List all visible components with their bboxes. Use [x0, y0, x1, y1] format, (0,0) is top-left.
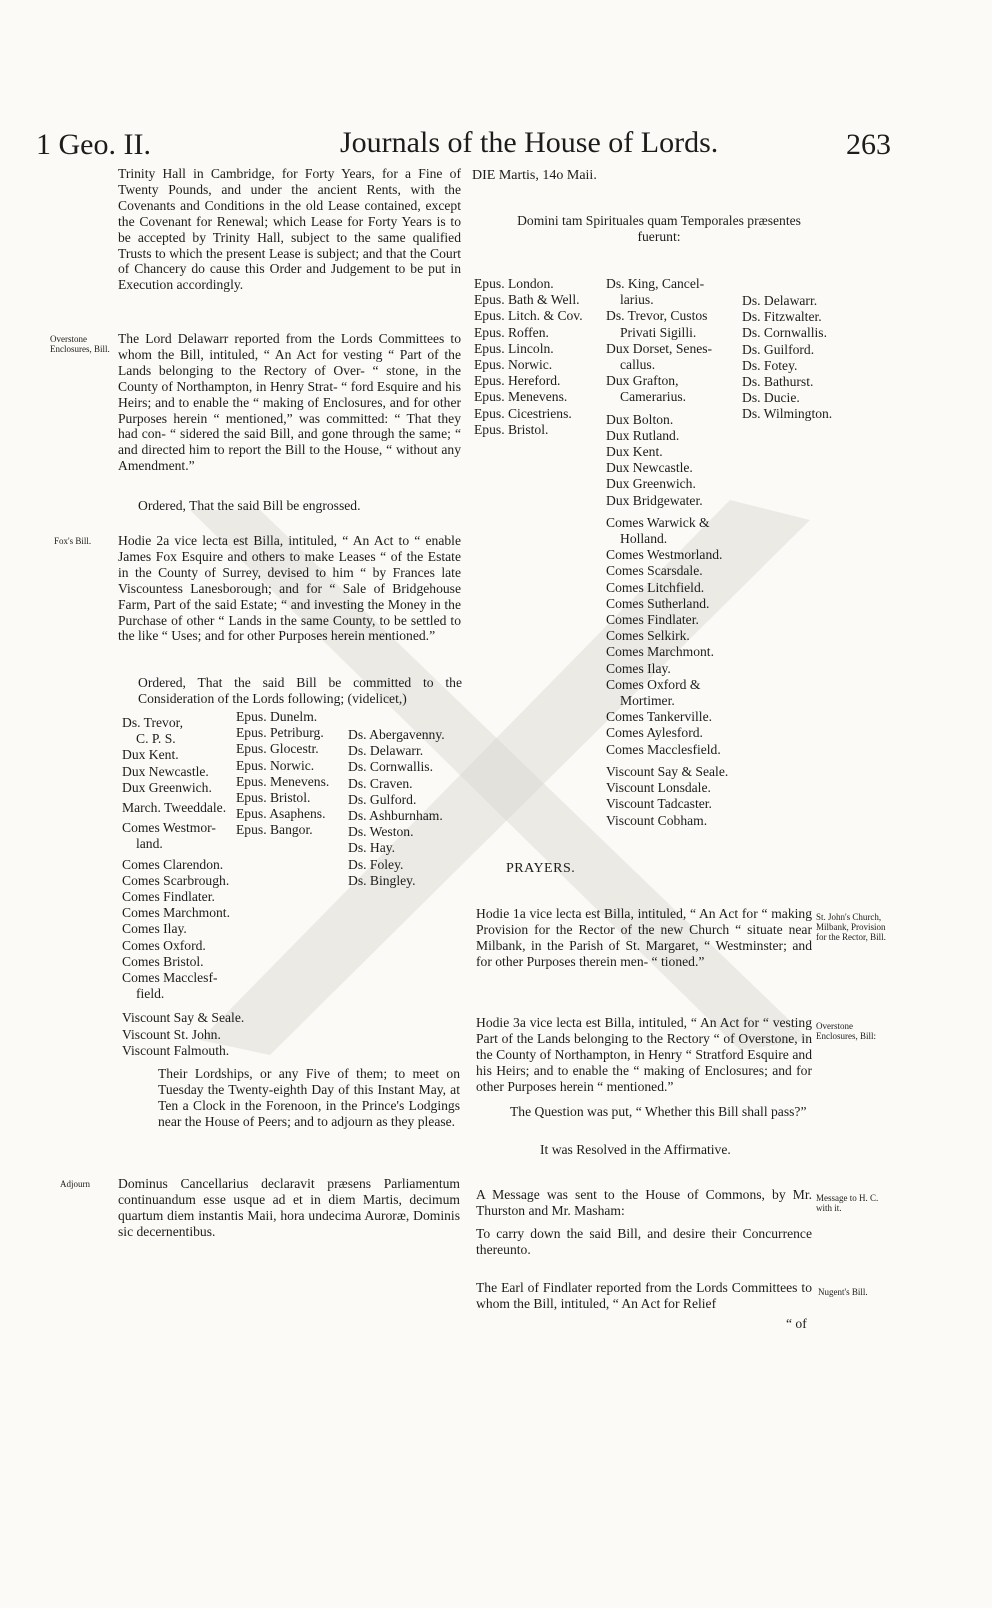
- ordered-committed: Ordered, That the said Bill be committed to the Consideration of the Lords following; (videlicet,): [138, 675, 462, 706]
- catchword: “ of: [786, 1316, 807, 1331]
- margin-stjohn: St. John's Church, Milbank, Provision for the Rector, Bill.: [816, 912, 886, 942]
- present-col2: Ds. King, Cancel- larius. Ds. Trevor, Custos Privati Sigilli. Dux Dorset, Senes- callus. Dux Grafton, Camerarius. Dux Bolton. Dux Rutland. Dux Kent. Dux Newcastle. Dux Greenwich. Dux Bridgewater. Comes Warwick & Holland. Comes Westmorland. Comes Scarsdale. Comes Litchfield. Comes Sutherland. Comes Findlater. Comes Selkirk. Comes Marchmont. Comes Ilay. Comes Oxford & Mortimer. Comes Tankerville. Comes Aylesford. Comes Macclesfield. Viscount Say & Seale. Viscount Lonsdale. Viscount Tadcaster. Viscount Cobham.: [606, 276, 729, 828]
- margin-overstone-right: Overstone Enclosures, Bill:: [816, 1021, 876, 1041]
- margin-overstone: Overstone Enclosures, Bill.: [50, 334, 110, 354]
- nugent-report: The Earl of Findlater reported from the Lords Committees to whom the Bill, intituled, “ An Act for Relief: [476, 1280, 812, 1311]
- regnal-year: 1 Geo. II.: [36, 128, 151, 161]
- carry-down: To carry down the said Bill, and desire their Concurrence thereunto.: [476, 1226, 812, 1257]
- ordered-engrossed: Ordered, That the said Bill be engrossed.: [138, 498, 361, 513]
- overstone-third-reading: Hodie 3a vice lecta est Billa, intituled, “ An Act for “ vesting Part of the Lands belonging to the Rectory “ of Overstone, in the County of Northampton, in Henry “ Stratford Esquire and his Heirs; and to enable the “ making of Enclosures; and for other Purposes herein “ mentioned.”: [476, 1015, 812, 1094]
- question-put: The Question was put, “ Whether this Bill shall pass?”: [510, 1104, 807, 1119]
- margin-adjourn: Adjourn: [60, 1179, 90, 1189]
- present-col3: Ds. Delawarr. Ds. Fitzwalter. Ds. Cornwallis. Ds. Guilford. Ds. Fotey. Ds. Bathurst. Ds. Ducie. Ds. Wilmington.: [742, 293, 833, 422]
- resolved: It was Resolved in the Affirmative.: [540, 1142, 731, 1157]
- present-col1: Epus. London. Epus. Bath & Well. Epus. Litch. & Cov. Epus. Roffen. Epus. Lincoln. Epus. Norwic. Epus. Hereford. Epus. Menevens. Epus. Cicestriens. Epus. Bristol.: [474, 276, 583, 437]
- page-title: Journals of the House of Lords.: [340, 126, 719, 159]
- page-number: 263: [846, 128, 891, 161]
- margin-message: Message to H. C. with it.: [816, 1193, 879, 1213]
- stjohn-reading: Hodie 1a vice lecta est Billa, intituled, “ An Act for “ making Provision for the Rector of the new Church “ situate near Milbank, in the Parish of St. Margaret, “ Westminster; and for other Purposes therein men- “ tioned.”: [476, 906, 812, 969]
- committee-col2: Epus. Dunelm. Epus. Petriburg. Epus. Glocestr. Epus. Norwic. Epus. Menevens. Epus. Bristol. Epus. Asaphens. Epus. Bangor.: [236, 709, 330, 838]
- continuation-paragraph: Trinity Hall in Cambridge, for Forty Years, for a Fine of Twenty Pounds, and under the ancient Rents, with the Covenants and Conditions in the old Lease contained, except the Covenant for Renewal; which Lease for Forty Years is to be accepted by Trinity Hall, subject to the same qualified Trusts to which the present Lease is subject; and that the Court of Chancery do cause this Order and Judgement to be put in Execution accordingly.: [118, 166, 461, 293]
- lords-present-heading: Domini tam Spirituales quam Temporales præsentes fuerunt:: [517, 213, 801, 244]
- message-paragraph: A Message was sent to the House of Commons, by Mr. Thurston and Mr. Masham:: [476, 1187, 812, 1218]
- committee-col3: Ds. Abergavenny. Ds. Delawarr. Ds. Cornwallis. Ds. Craven. Ds. Gulford. Ds. Ashburnham. Ds. Weston. Ds. Hay. Ds. Foley. Ds. Bingley.: [348, 727, 445, 888]
- committee-col1: Ds. Trevor, C. P. S. Dux Kent. Dux Newcastle. Dux Greenwich. March. Tweeddale. Comes Westmor- land. Comes Clarendon. Comes Scarbrough. Comes Findlater. Comes Marchmont. Comes Ilay. Comes Oxford. Comes Bristol. Comes Macclesf- field. Viscount Say & Seale. Viscount St. John. Viscount Falmouth.: [122, 715, 245, 1058]
- overstone-report: The Lord Delawarr reported from the Lords Committees to whom the Bill, intituled, “ An Act for vesting “ Part of the Lands belonging to the Rectory of Over- “ stone, in the County of Northampton, in Henry Strat- “ ford Esquire and his Heirs; and to enable the “ making of Enclosures, and for other Purposes herein “ mentioned,” was committed: “ That they had con- “ sidered the said Bill, and gone through the same; “ and directed him to report the Bill to the House, “ without any Amendment.”: [118, 331, 461, 474]
- adjourn-paragraph: Dominus Cancellarius declaravit præsens Parliamentum continuandum esse usque ad et in diem Martis, decimum quartum diem instantis Maii, hora undecima Auroræ, Dominis sic decernentibus.: [118, 1176, 460, 1239]
- margin-fox: Fox's Bill.: [54, 536, 92, 546]
- meeting-paragraph: Their Lordships, or any Five of them; to meet on Tuesday the Twenty-eighth Day of this Instant May, at Ten a Clock in the Forenoon, in the Prince's Lodgings near the House of Peers; and to adjourn as they please.: [158, 1066, 460, 1129]
- fox-reading: Hodie 2a vice lecta est Billa, intituled, “ An Act to “ enable James Fox Esquire and others to make Leases “ of the Estate in the County of Surrey, devised to him “ by Frances late Viscountess Lanesborough; and for “ Sale of Bridgehouse Farm, Part of the said Estate; “ and investing the Money in the Purchase of other “ Lands in the same County, to be settled to the like “ Uses; and for other Purposes herein mentioned.”: [118, 533, 461, 644]
- prayers-heading: PRAYERS.: [506, 861, 576, 876]
- session-date: DIE Martis, 14o Maii.: [472, 168, 597, 183]
- margin-nugent: Nugent's Bill.: [818, 1287, 868, 1297]
